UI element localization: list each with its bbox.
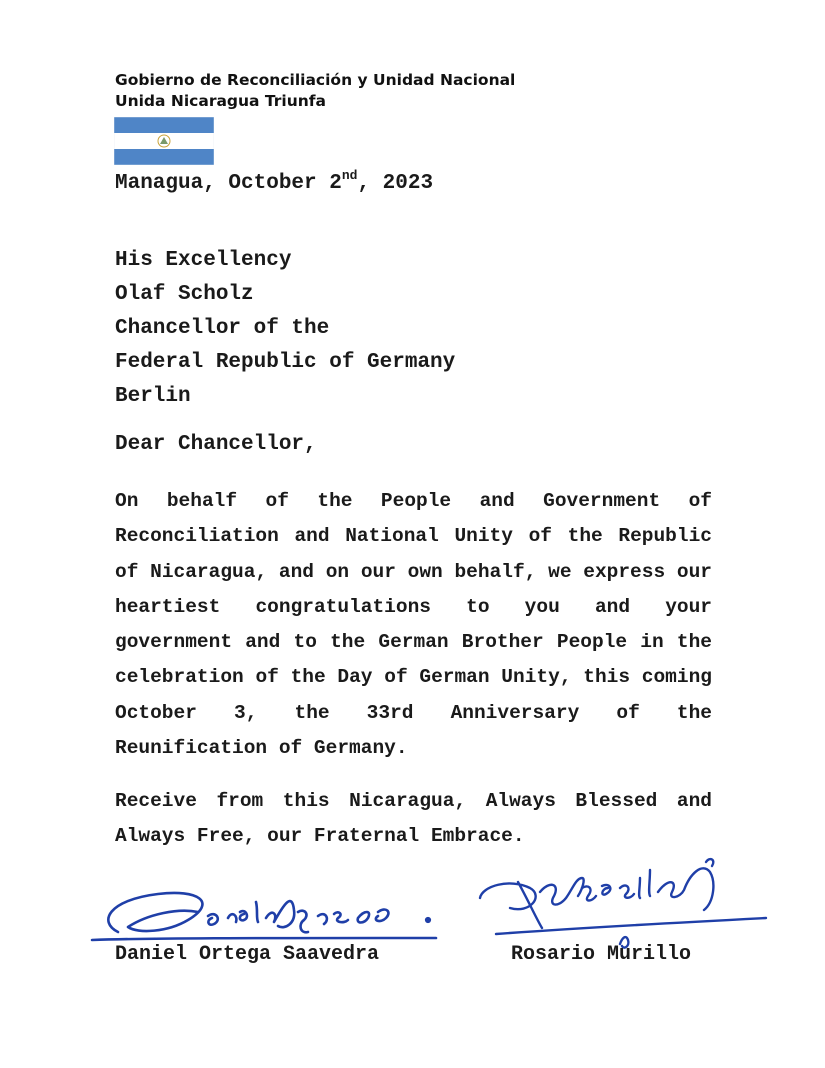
recipient-address (115, 244, 455, 414)
letterhead-government-name: Gobierno de Reconciliación y Unidad Nacional (115, 71, 516, 89)
letter-date (115, 168, 434, 195)
recipient-line: Olaf Scholz (115, 283, 254, 306)
body-paragraph-2: Receive from this Nicaragua, Always Blessed and Always Free, our Fraternal Embrace. (115, 790, 712, 848)
handwritten-signature-icon (470, 848, 770, 958)
recipient-line: His Excellency (115, 249, 292, 272)
date-prefix: Managua, October 2 (115, 172, 342, 195)
signatory-name-right: Rosario Murillo (511, 943, 692, 966)
handwritten-signature-icon (88, 872, 448, 952)
letterhead (115, 70, 515, 112)
signatory-name-left: Daniel Ortega Saavedra (115, 943, 380, 966)
date-ordinal-suffix: nd (341, 168, 358, 183)
recipient-line: Berlin (115, 385, 191, 408)
letterhead-motto: Unida Nicaragua Triunfa (115, 92, 327, 110)
nicaragua-flag-icon (114, 117, 214, 165)
recipient-line: Chancellor of the (115, 317, 330, 340)
date-year: , 2023 (357, 172, 434, 195)
recipient-line: Federal Republic of Germany (115, 351, 456, 374)
body-paragraph-1: On behalf of the People and Government of Reconciliation and National Unity of the Republic of Nicaragua, and on our own behalf, we express our heartiest congratulations to you and your government and to the German Brother People in the celebration of the Day of German Unity, this coming October 3, the 33rd Anniversary of the Reunification of Germany. (115, 490, 712, 760)
salutation: Dear Chancellor, (115, 433, 317, 456)
